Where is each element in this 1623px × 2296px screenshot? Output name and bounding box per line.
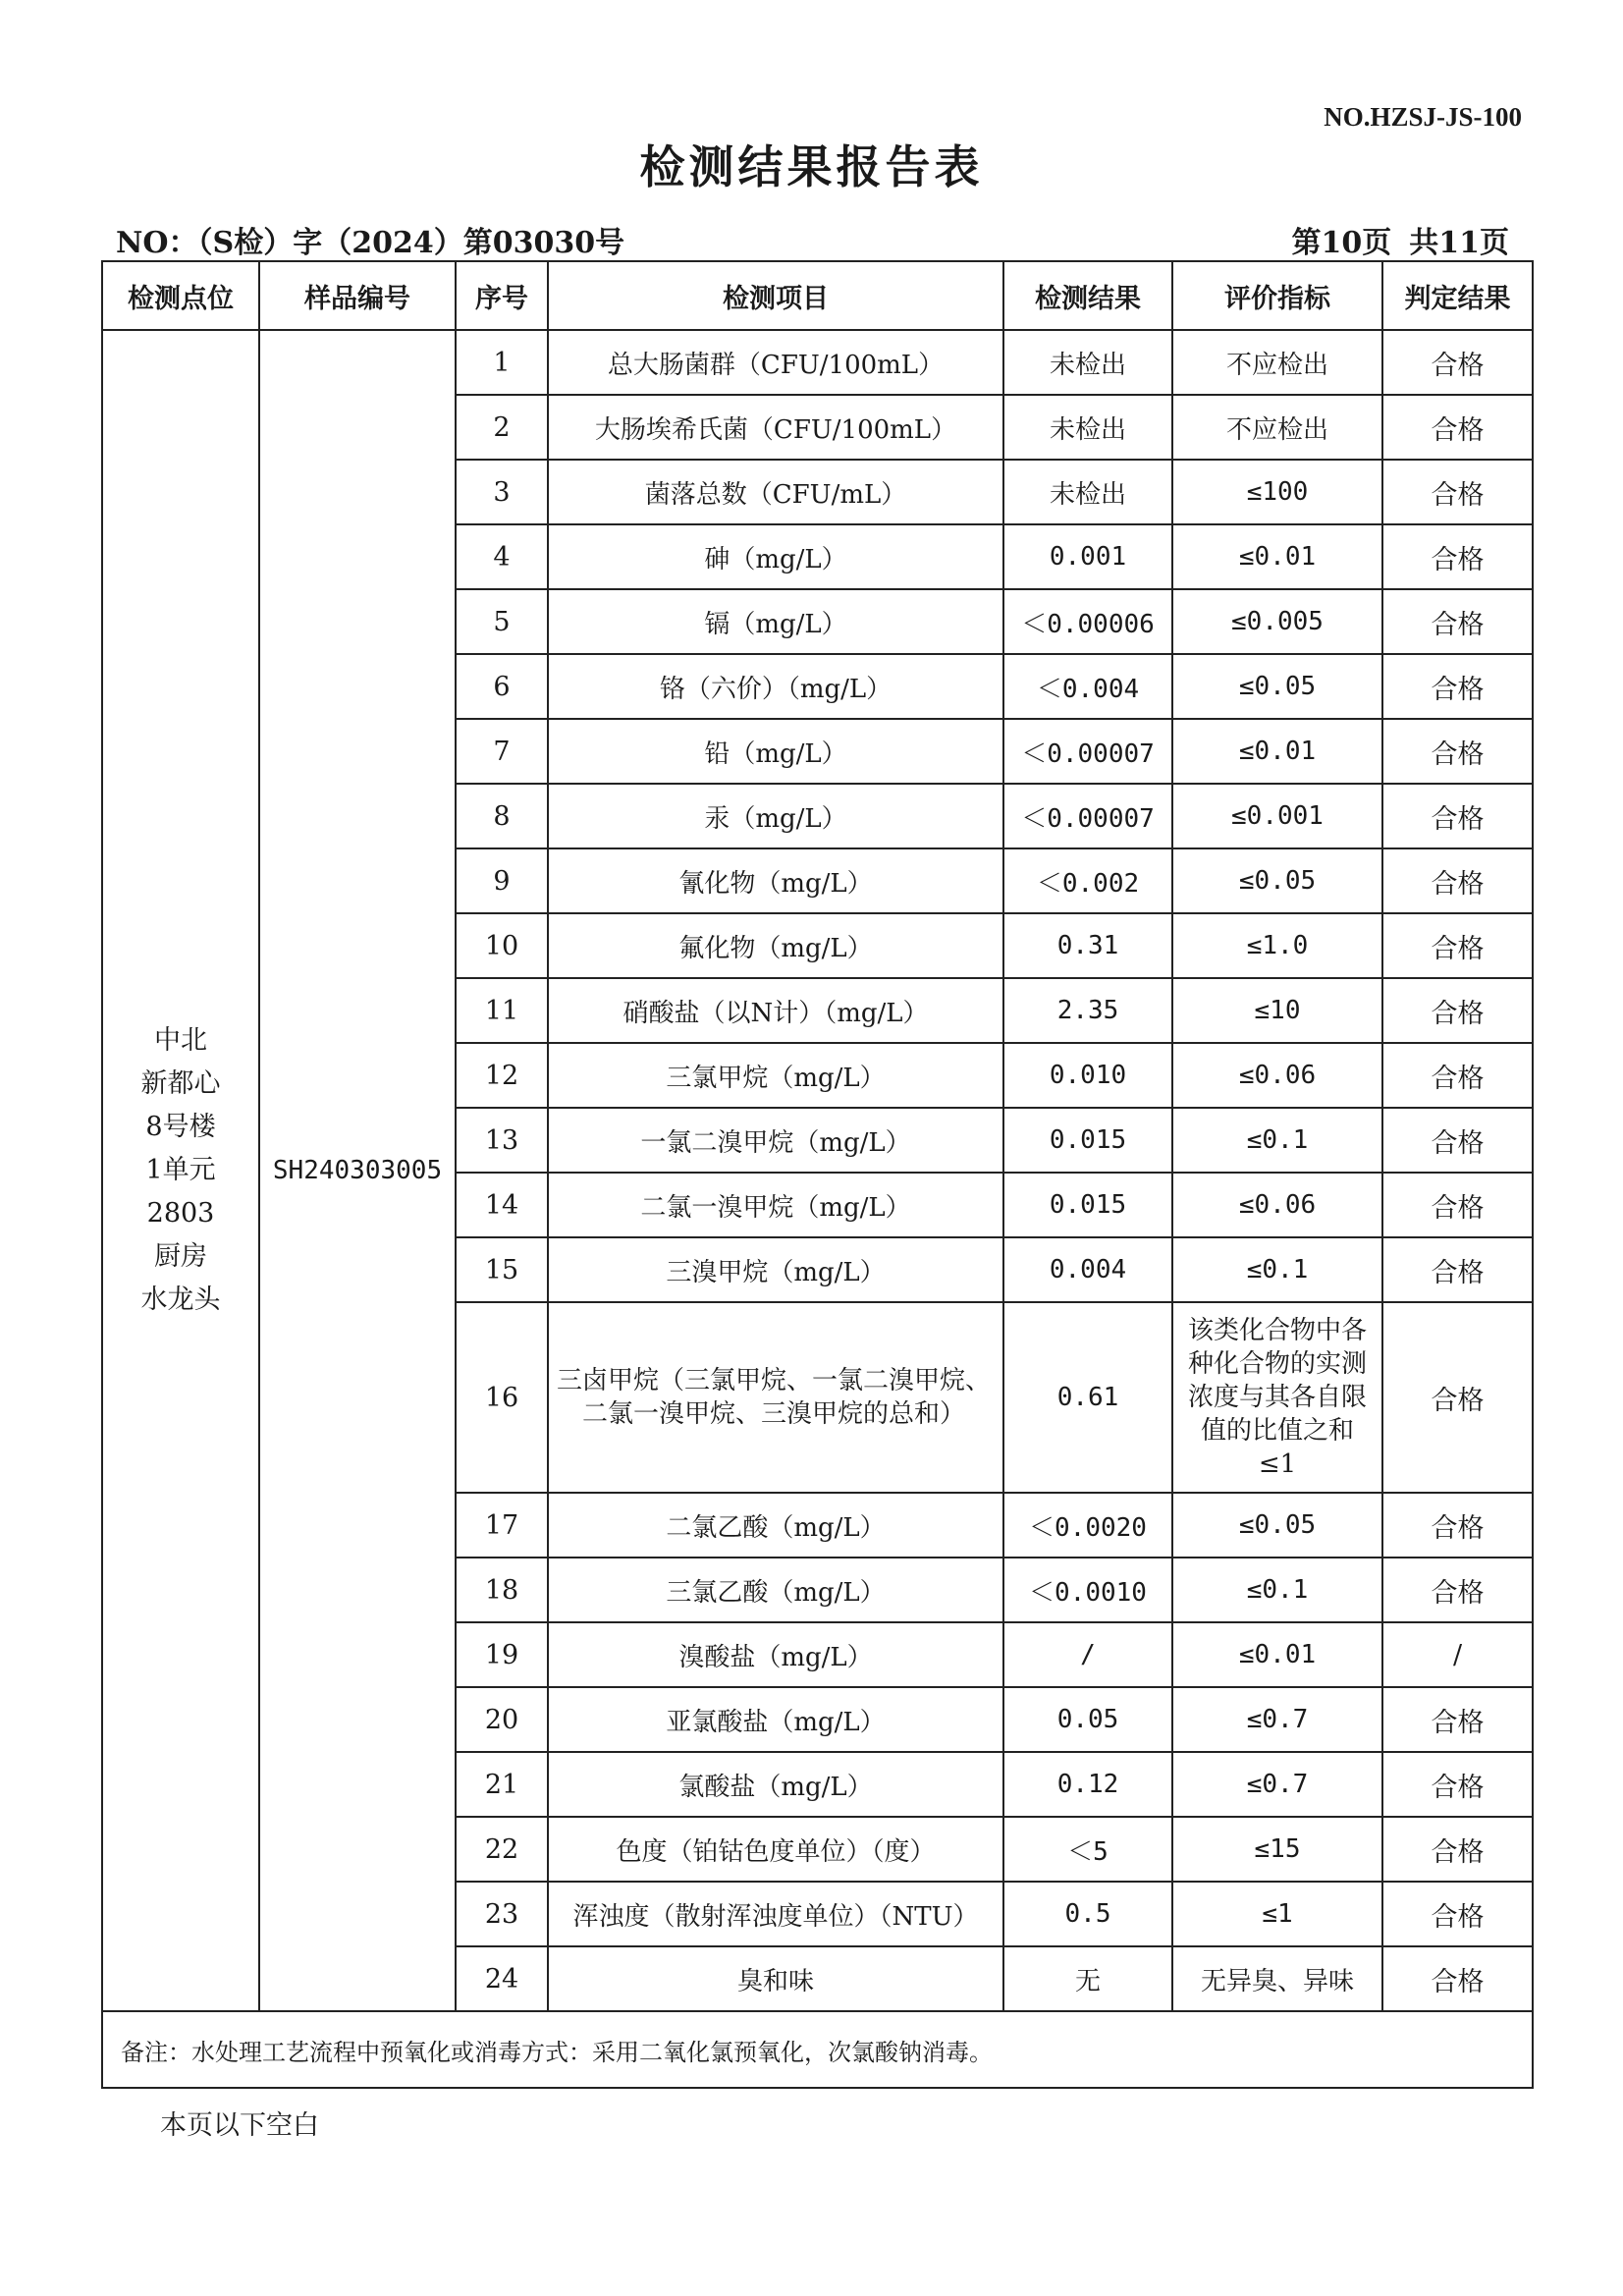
standard-cell: ≤0.06 bbox=[1172, 1173, 1382, 1237]
item-cell: 三氯甲烷（mg/L） bbox=[548, 1043, 1003, 1108]
judgement-cell: 合格 bbox=[1382, 913, 1533, 978]
item-cell: 菌落总数（CFU/mL） bbox=[548, 460, 1003, 524]
seq-cell: 16 bbox=[456, 1302, 548, 1493]
seq-cell: 5 bbox=[456, 589, 548, 654]
seq-cell: 6 bbox=[456, 654, 548, 719]
standard-cell: ≤0.05 bbox=[1172, 1493, 1382, 1558]
result-cell: 0.31 bbox=[1003, 913, 1172, 978]
item-cell: 色度（铂钴色度单位）（度） bbox=[548, 1817, 1003, 1882]
result-cell: ＜0.002 bbox=[1003, 848, 1172, 913]
judgement-cell: 合格 bbox=[1382, 1108, 1533, 1173]
judgement-cell: / bbox=[1382, 1622, 1533, 1687]
standard-cell: 该类化合物中各种化合物的实测浓度与其各自限值的比值之和≤1 bbox=[1172, 1302, 1382, 1493]
result-cell: 未检出 bbox=[1003, 460, 1172, 524]
result-cell: 0.61 bbox=[1003, 1302, 1172, 1493]
standard-cell: ≤100 bbox=[1172, 460, 1382, 524]
total-pages: 共11页 bbox=[1409, 226, 1509, 260]
standard-cell: 不应检出 bbox=[1172, 395, 1382, 460]
result-cell: 0.010 bbox=[1003, 1043, 1172, 1108]
result-cell: 0.12 bbox=[1003, 1752, 1172, 1817]
result-cell: 0.5 bbox=[1003, 1882, 1172, 1946]
location-line: 中北 bbox=[154, 1025, 207, 1056]
result-cell: ＜0.00007 bbox=[1003, 719, 1172, 784]
item-cell: 硝酸盐（以N计）（mg/L） bbox=[548, 978, 1003, 1043]
col-header-sample-id: 样品编号 bbox=[259, 261, 456, 330]
seq-cell: 15 bbox=[456, 1237, 548, 1302]
result-cell: 0.05 bbox=[1003, 1687, 1172, 1752]
standard-cell: ≤0.01 bbox=[1172, 719, 1382, 784]
judgement-cell: 合格 bbox=[1382, 719, 1533, 784]
judgement-cell: 合格 bbox=[1382, 654, 1533, 719]
seq-cell: 10 bbox=[456, 913, 548, 978]
seq-cell: 19 bbox=[456, 1622, 548, 1687]
report-meta bbox=[116, 218, 1509, 261]
result-cell: 未检出 bbox=[1003, 330, 1172, 395]
seq-cell: 24 bbox=[456, 1946, 548, 2011]
result-cell: 0.015 bbox=[1003, 1173, 1172, 1237]
location-line: 新都心 bbox=[140, 1068, 221, 1099]
seq-cell: 4 bbox=[456, 524, 548, 589]
standard-cell: ≤0.001 bbox=[1172, 784, 1382, 848]
standard-cell: ≤1 bbox=[1172, 1882, 1382, 1946]
seq-cell: 20 bbox=[456, 1687, 548, 1752]
seq-cell: 2 bbox=[456, 395, 548, 460]
sample-id-cell: SH240303005 bbox=[259, 330, 456, 2011]
results-table bbox=[101, 260, 1534, 2089]
report-number: NO：（S检）字（2024）第03030号 bbox=[116, 226, 625, 260]
location-line: 1单元 bbox=[145, 1155, 216, 1185]
judgement-cell: 合格 bbox=[1382, 330, 1533, 395]
standard-cell: ≤0.06 bbox=[1172, 1043, 1382, 1108]
seq-cell: 17 bbox=[456, 1493, 548, 1558]
col-header-item: 检测项目 bbox=[548, 261, 1003, 330]
judgement-cell: 合格 bbox=[1382, 784, 1533, 848]
standard-cell: 无异臭、异味 bbox=[1172, 1946, 1382, 2011]
result-cell: 0.004 bbox=[1003, 1237, 1172, 1302]
result-cell: ＜0.00006 bbox=[1003, 589, 1172, 654]
location-line: 2803 bbox=[146, 1198, 215, 1229]
judgement-cell: 合格 bbox=[1382, 460, 1533, 524]
seq-cell: 23 bbox=[456, 1882, 548, 1946]
standard-cell: ≤0.01 bbox=[1172, 524, 1382, 589]
judgement-cell: 合格 bbox=[1382, 1752, 1533, 1817]
page-title: 检测结果报告表 bbox=[639, 140, 984, 193]
judgement-cell: 合格 bbox=[1382, 1302, 1533, 1493]
seq-cell: 12 bbox=[456, 1043, 548, 1108]
judgement-cell: 合格 bbox=[1382, 1687, 1533, 1752]
location-cell bbox=[102, 330, 259, 2011]
standard-cell: ≤0.1 bbox=[1172, 1108, 1382, 1173]
col-header-result: 检测结果 bbox=[1003, 261, 1172, 330]
standard-cell: ≤0.01 bbox=[1172, 1622, 1382, 1687]
table-header-row bbox=[102, 261, 1533, 330]
item-cell: 二氯一溴甲烷（mg/L） bbox=[548, 1173, 1003, 1237]
location-line: 水龙头 bbox=[140, 1285, 221, 1315]
result-cell: 无 bbox=[1003, 1946, 1172, 2011]
table-row bbox=[102, 330, 1533, 395]
judgement-cell: 合格 bbox=[1382, 1946, 1533, 2011]
judgement-cell: 合格 bbox=[1382, 1173, 1533, 1237]
seq-cell: 18 bbox=[456, 1558, 548, 1622]
seq-cell: 8 bbox=[456, 784, 548, 848]
standard-cell: 不应检出 bbox=[1172, 330, 1382, 395]
standard-cell: ≤10 bbox=[1172, 978, 1382, 1043]
seq-cell: 22 bbox=[456, 1817, 548, 1882]
standard-cell: ≤0.7 bbox=[1172, 1752, 1382, 1817]
result-cell: ＜0.004 bbox=[1003, 654, 1172, 719]
item-cell: 总大肠菌群（CFU/100mL） bbox=[548, 330, 1003, 395]
location-line: 厨房 bbox=[154, 1241, 207, 1272]
blank-page-note: 本页以下空白 bbox=[160, 2110, 319, 2141]
item-cell: 溴酸盐（mg/L） bbox=[548, 1622, 1003, 1687]
item-cell: 氰化物（mg/L） bbox=[548, 848, 1003, 913]
col-header-standard: 评价指标 bbox=[1172, 261, 1382, 330]
seq-cell: 11 bbox=[456, 978, 548, 1043]
col-header-judgement: 判定结果 bbox=[1382, 261, 1533, 330]
standard-cell: ≤0.05 bbox=[1172, 848, 1382, 913]
judgement-cell: 合格 bbox=[1382, 1043, 1533, 1108]
seq-cell: 14 bbox=[456, 1173, 548, 1237]
judgement-cell: 合格 bbox=[1382, 848, 1533, 913]
seq-cell: 9 bbox=[456, 848, 548, 913]
result-cell: ＜0.0020 bbox=[1003, 1493, 1172, 1558]
standard-cell: ≤0.05 bbox=[1172, 654, 1382, 719]
judgement-cell: 合格 bbox=[1382, 978, 1533, 1043]
item-cell: 氟化物（mg/L） bbox=[548, 913, 1003, 978]
result-cell: 2.35 bbox=[1003, 978, 1172, 1043]
item-cell: 铬（六价）（mg/L） bbox=[548, 654, 1003, 719]
page-info bbox=[1274, 218, 1510, 261]
item-cell: 三氯乙酸（mg/L） bbox=[548, 1558, 1003, 1622]
seq-cell: 3 bbox=[456, 460, 548, 524]
item-cell: 氯酸盐（mg/L） bbox=[548, 1752, 1003, 1817]
item-cell: 铅（mg/L） bbox=[548, 719, 1003, 784]
standard-cell: ≤0.1 bbox=[1172, 1237, 1382, 1302]
item-cell: 汞（mg/L） bbox=[548, 784, 1003, 848]
judgement-cell: 合格 bbox=[1382, 1558, 1533, 1622]
result-cell: ＜0.00007 bbox=[1003, 784, 1172, 848]
col-header-seq: 序号 bbox=[456, 261, 548, 330]
item-cell: 浑浊度（散射浑浊度单位）（NTU） bbox=[548, 1882, 1003, 1946]
result-cell: 未检出 bbox=[1003, 395, 1172, 460]
standard-cell: ≤0.1 bbox=[1172, 1558, 1382, 1622]
result-cell: ＜5 bbox=[1003, 1817, 1172, 1882]
standard-cell: ≤0.005 bbox=[1172, 589, 1382, 654]
judgement-cell: 合格 bbox=[1382, 524, 1533, 589]
item-cell: 大肠埃希氏菌（CFU/100mL） bbox=[548, 395, 1003, 460]
remark-text: 备注：水处理工艺流程中预氧化或消毒方式：采用二氧化氯预氧化，次氯酸钠消毒。 bbox=[102, 2011, 1533, 2088]
standard-cell: ≤15 bbox=[1172, 1817, 1382, 1882]
standard-cell: ≤1.0 bbox=[1172, 913, 1382, 978]
judgement-cell: 合格 bbox=[1382, 1882, 1533, 1946]
seq-cell: 21 bbox=[456, 1752, 548, 1817]
form-number: NO.HZSJ-JS-100 bbox=[1324, 102, 1522, 132]
col-header-location: 检测点位 bbox=[102, 261, 259, 330]
seq-cell: 1 bbox=[456, 330, 548, 395]
seq-cell: 13 bbox=[456, 1108, 548, 1173]
location-line: 8号楼 bbox=[145, 1112, 216, 1142]
seq-cell: 7 bbox=[456, 719, 548, 784]
page-number: 第10页 bbox=[1291, 226, 1392, 260]
item-cell: 三溴甲烷（mg/L） bbox=[548, 1237, 1003, 1302]
judgement-cell: 合格 bbox=[1382, 1817, 1533, 1882]
result-cell: ＜0.0010 bbox=[1003, 1558, 1172, 1622]
item-cell: 三卤甲烷（三氯甲烷、一氯二溴甲烷、二氯一溴甲烷、三溴甲烷的总和） bbox=[548, 1302, 1003, 1493]
result-cell: / bbox=[1003, 1622, 1172, 1687]
item-cell: 砷（mg/L） bbox=[548, 524, 1003, 589]
remark-row bbox=[102, 2011, 1533, 2088]
result-cell: 0.001 bbox=[1003, 524, 1172, 589]
standard-cell: ≤0.7 bbox=[1172, 1687, 1382, 1752]
result-cell: 0.015 bbox=[1003, 1108, 1172, 1173]
item-cell: 亚氯酸盐（mg/L） bbox=[548, 1687, 1003, 1752]
judgement-cell: 合格 bbox=[1382, 395, 1533, 460]
judgement-cell: 合格 bbox=[1382, 1237, 1533, 1302]
item-cell: 二氯乙酸（mg/L） bbox=[548, 1493, 1003, 1558]
item-cell: 镉（mg/L） bbox=[548, 589, 1003, 654]
judgement-cell: 合格 bbox=[1382, 589, 1533, 654]
judgement-cell: 合格 bbox=[1382, 1493, 1533, 1558]
item-cell: 一氯二溴甲烷（mg/L） bbox=[548, 1108, 1003, 1173]
item-cell: 臭和味 bbox=[548, 1946, 1003, 2011]
